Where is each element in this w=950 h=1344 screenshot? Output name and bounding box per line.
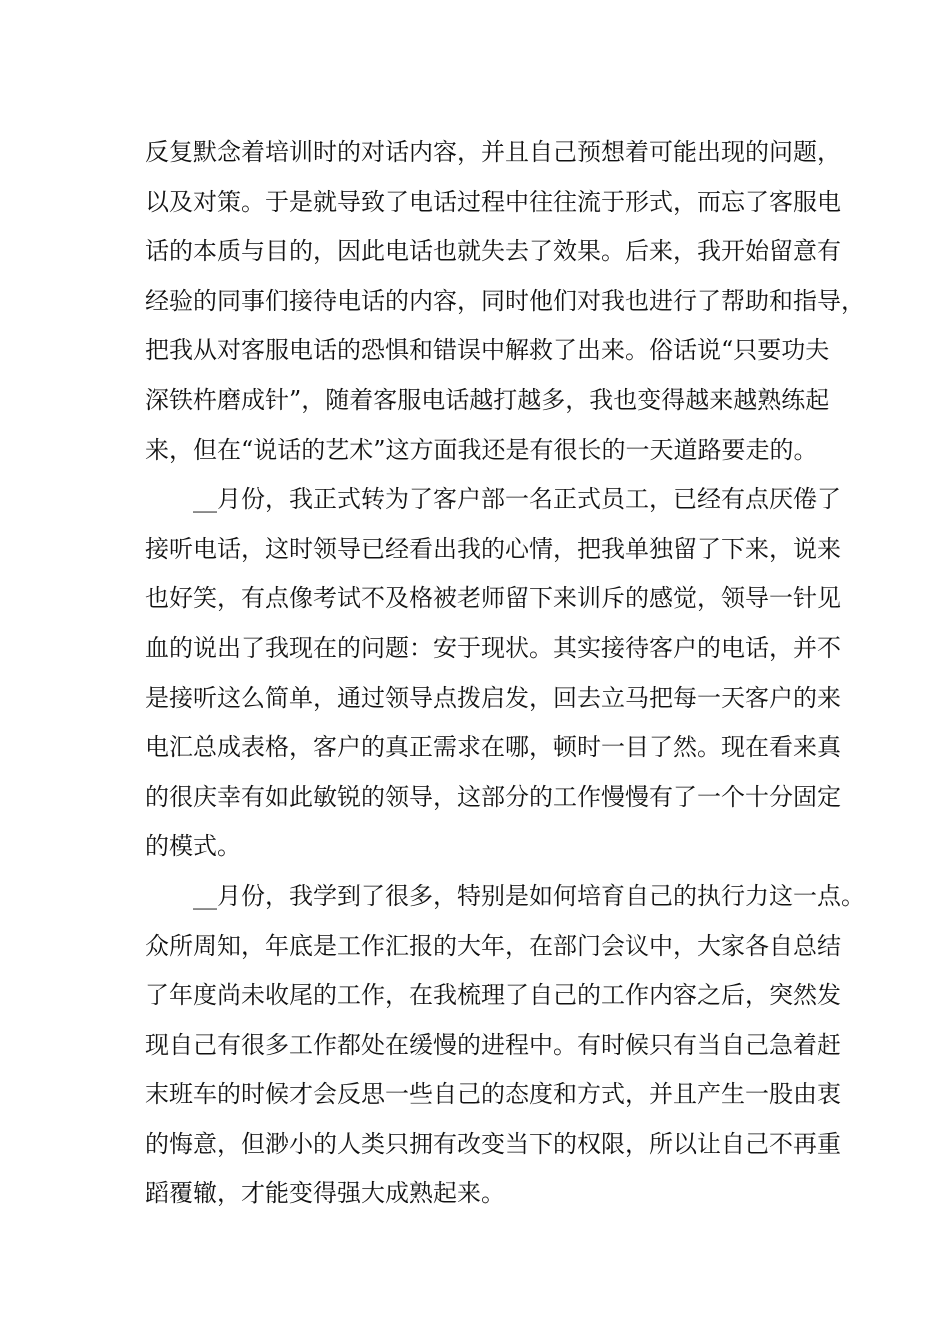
document-body [145, 128, 865, 1219]
text-line: 来，但在“说话的艺术”这方面我还是有很长的一天道路要走的。 [145, 435, 818, 464]
paragraph-start-line: __月份，我学到了很多，特别是如何培育自己的执行力这一点。 [193, 881, 865, 910]
text-line: 话的本质与目的，因此电话也就失去了效果。后来，我开始留意有 [145, 237, 841, 266]
text-line: 的悔意，但渺小的人类只拥有改变当下的权限，所以让自己不再重 [145, 1129, 841, 1158]
text-line: 末班车的时候才会反思一些自己的态度和方式，并且产生一股由衷 [145, 1080, 841, 1109]
text-line: 接听电话，这时领导已经看出我的心情，把我单独留了下来，说来 [145, 534, 841, 563]
text-line: 经验的同事们接待电话的内容，同时他们对我也进行了帮助和指导， [145, 286, 865, 315]
paragraph-start-line: __月份，我正式转为了客户部一名正式员工，已经有点厌倦了 [193, 485, 841, 514]
text-line: 众所周知，年底是工作汇报的大年，在部门会议中，大家各自总结 [145, 931, 841, 960]
text-line: 也好笑，有点像考试不及格被老师留下来训斥的感觉，领导一针见 [145, 584, 841, 613]
text-line: 深铁杵磨成针”，随着客服电话越打越多，我也变得越来越熟练起 [145, 385, 830, 414]
text-line: 的很庆幸有如此敏锐的领导，这部分的工作慢慢有了一个十分固定 [145, 782, 841, 811]
text-line: 蹈覆辙，才能变得强大成熟起来。 [145, 1179, 505, 1208]
text-line: 电汇总成表格，客户的真正需求在哪，顿时一目了然。现在看来真 [145, 733, 841, 762]
text-line: 血的说出了我现在的问题：安于现状。其实接待客户的电话，并不 [145, 633, 841, 662]
text-line: 以及对策。于是就导致了电话过程中往往流于形式，而忘了客服电 [145, 187, 841, 216]
text-line: 反复默念着培训时的对话内容，并且自己预想着可能出现的问题， [145, 138, 841, 166]
text-line: 的模式。 [145, 832, 241, 861]
text-line: 现自己有很多工作都处在缓慢的进程中。有时候只有当自己急着赶 [145, 1030, 841, 1059]
text-line: 把我从对客服电话的恐惧和错误中解救了出来。俗话说“只要功夫 [145, 336, 830, 365]
text-line: 了年度尚未收尾的工作，在我梳理了自己的工作内容之后，突然发 [145, 981, 841, 1010]
text-line: 是接听这么简单，通过领导点拨启发，回去立马把每一天客户的来 [145, 683, 841, 712]
